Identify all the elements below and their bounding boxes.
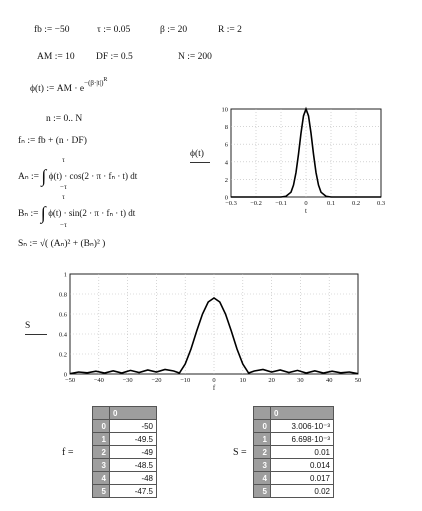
y-tick-label: 2 (224, 176, 228, 184)
def-value: −50 (54, 25, 70, 35)
x-tick-label: −0.2 (250, 200, 262, 207)
x-tick-label: −50 (64, 377, 76, 384)
table-row[interactable] (93, 446, 157, 459)
s-plot-ylabel: S (25, 321, 31, 331)
s-plot-svg (50, 268, 365, 396)
def-assign: := (167, 25, 176, 35)
bn-body: ϕ(t) · sin(2 · π · fₙ · t) dt (48, 208, 136, 218)
row-index: 2 (93, 446, 110, 459)
cell-value: 0.014 (271, 459, 334, 472)
phi-plot[interactable] (215, 103, 387, 218)
def-assign: := (54, 52, 63, 62)
x-tick-label: −30 (122, 377, 133, 384)
def-value: 2 (237, 25, 242, 35)
table-row[interactable] (93, 433, 157, 446)
table-column-header: 0 (110, 407, 157, 420)
y-tick-label: 0.4 (58, 331, 67, 339)
table-column-header: 0 (271, 407, 334, 420)
def-name: DF (96, 52, 109, 62)
y-tick-label: 6 (224, 141, 228, 149)
x-tick-label: 20 (268, 377, 275, 384)
table-row[interactable] (254, 472, 334, 485)
x-tick-label: −10 (180, 377, 191, 384)
def-name: N (178, 52, 185, 62)
x-tick-label: 0.2 (351, 200, 361, 207)
integral-sign: ∫ (40, 203, 46, 223)
def-df[interactable] (96, 52, 133, 62)
cell-value: 3.006·10⁻³ (271, 420, 334, 433)
an-upper-limit: τ (62, 156, 65, 164)
x-tick-label: 40 (325, 377, 333, 384)
table-row[interactable] (93, 485, 157, 498)
table-row[interactable] (254, 420, 334, 433)
row-index: 1 (93, 433, 110, 446)
cell-value: -47.5 (110, 485, 157, 498)
cell-value: 0.017 (271, 472, 334, 485)
row-index: 3 (254, 459, 271, 472)
table-row[interactable] (254, 446, 334, 459)
x-tick-label: 0.3 (376, 200, 386, 207)
row-index: 3 (93, 459, 110, 472)
s-plot[interactable] (50, 268, 365, 396)
x-tick-label: −40 (93, 377, 104, 384)
y-tick-label: 4 (224, 159, 228, 167)
def-am[interactable] (37, 52, 75, 62)
row-index: 5 (254, 485, 271, 498)
x-tick-label: 0 (304, 200, 308, 207)
range-definition[interactable] (46, 114, 82, 124)
def-value: 0.5 (120, 52, 133, 62)
sn-definition[interactable] (18, 238, 105, 249)
def-tau[interactable] (97, 25, 130, 35)
bn-upper-limit: τ (62, 193, 65, 201)
x-axis-label: f (212, 384, 216, 392)
bn-left: Bₙ := (18, 209, 39, 219)
x-tick-label: 30 (297, 377, 304, 384)
def-beta[interactable] (160, 25, 187, 35)
fn-text: fₙ := fb + (n · DF) (18, 136, 87, 146)
bn-lower-limit: −τ (60, 221, 67, 229)
def-assign: := (187, 52, 196, 62)
phi-exponent-power: R (103, 77, 108, 83)
table-row[interactable] (93, 459, 157, 472)
def-fb[interactable] (34, 25, 70, 35)
def-name: fb (34, 25, 42, 35)
f-vector-table[interactable] (92, 406, 157, 498)
y-tick-label: 8 (224, 124, 228, 132)
def-name: R (218, 25, 225, 35)
an-lower-limit: −τ (60, 183, 67, 191)
def-name: τ (97, 25, 101, 35)
x-tick-label: −0.1 (275, 200, 287, 207)
row-index: 2 (254, 446, 271, 459)
y-tick-label: 0.2 (58, 351, 67, 359)
def-assign: := (103, 25, 112, 35)
an-definition[interactable] (18, 163, 137, 184)
x-tick-label: −0.3 (225, 200, 237, 207)
table-corner (254, 407, 271, 420)
table-row[interactable] (254, 459, 334, 472)
def-value: 10 (65, 52, 75, 62)
x-tick-label: 50 (354, 377, 362, 384)
table-row[interactable] (254, 485, 334, 498)
def-assign: := (110, 52, 119, 62)
range-text: n := 0.. N (46, 114, 83, 124)
def-name: AM (37, 52, 53, 62)
def-n[interactable] (178, 52, 212, 62)
table-corner (93, 407, 110, 420)
def-value: 200 (197, 52, 212, 62)
y-tick-label: 10 (221, 106, 228, 114)
plot-frame (231, 109, 381, 197)
x-tick-label: 0.1 (326, 200, 336, 207)
phi-plot-ylabel-rule (190, 162, 210, 163)
def-value: 0.05 (113, 25, 131, 35)
def-assign: := (226, 25, 235, 35)
cell-value: -49 (110, 446, 157, 459)
s-plot-ylabel-rule (25, 334, 47, 335)
x-tick-label: −20 (151, 377, 162, 384)
table-row[interactable] (93, 472, 157, 485)
cell-value: 6.698·10⁻³ (271, 433, 334, 446)
an-body: ϕ(t) · cos(2 · π · fₙ · t) dt (48, 171, 138, 181)
sn-text: Sₙ := √( (Aₙ)² + (Bₙ)² ) (18, 239, 106, 249)
def-assign: := (44, 25, 53, 35)
phi-plot-ylabel: ϕ(t) (190, 149, 204, 159)
row-index: 5 (93, 485, 110, 498)
def-name: β (160, 25, 165, 35)
cell-value: -48 (110, 472, 157, 485)
x-tick-label: 10 (239, 377, 247, 384)
s-vector-label: S = (233, 447, 247, 458)
cell-value: -48.5 (110, 459, 157, 472)
integral-sign: ∫ (41, 166, 47, 186)
cell-value: 0.02 (271, 485, 334, 498)
phi-exponent: −(β·|t|) (84, 79, 104, 87)
an-left: Aₙ := (18, 172, 40, 182)
phi-plot-svg (215, 103, 387, 218)
cell-value: -50 (110, 420, 157, 433)
fn-definition[interactable] (18, 135, 87, 146)
y-tick-label: 0.8 (58, 291, 67, 299)
cell-value: -49.5 (110, 433, 157, 446)
row-index: 0 (254, 420, 271, 433)
row-index: 4 (93, 472, 110, 485)
def-value: 20 (177, 25, 188, 35)
table-row[interactable] (93, 420, 157, 433)
y-tick-label: 0 (224, 194, 228, 202)
row-index: 1 (254, 433, 271, 446)
cell-value: 0.01 (271, 446, 334, 459)
x-axis-label: t (305, 207, 307, 215)
y-tick-label: 0 (63, 371, 67, 379)
phi-formula-text: ϕ(t) := AM · e (30, 84, 85, 94)
x-tick-label: 0 (212, 377, 216, 384)
row-index: 4 (254, 472, 271, 485)
s-vector-table[interactable] (253, 406, 334, 498)
table-row[interactable] (254, 433, 334, 446)
def-r[interactable] (218, 25, 242, 35)
bn-definition[interactable] (18, 200, 135, 221)
y-tick-label: 0.6 (58, 311, 67, 319)
f-vector-label: f = (62, 447, 74, 458)
row-index: 0 (93, 420, 110, 433)
y-tick-label: 1 (63, 271, 67, 279)
